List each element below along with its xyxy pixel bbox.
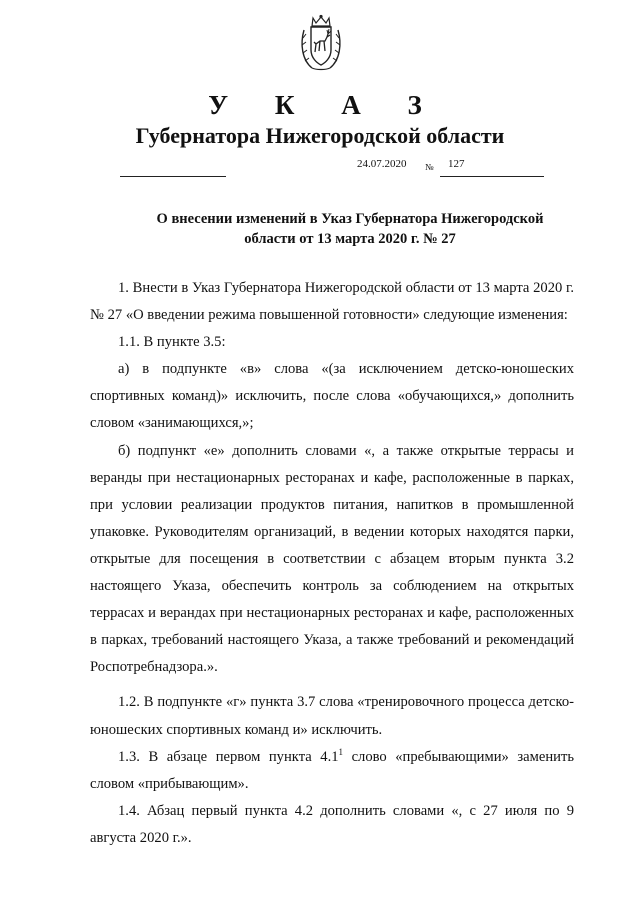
paragraph-1-3-start: 1.3. В абзаце первом пункта 4.1	[118, 748, 339, 765]
footnote-superscript: 1	[338, 746, 344, 757]
signature-blank-line	[120, 176, 226, 177]
paragraph-a: а) в подпункте «в» слова «(за исключением детско-юношеских спортивных команд)» исключить, после слова «обучающихся,» дополнить словом «занимающихся,»;	[90, 361, 574, 432]
subject-line-2: области от 13 марта 2020 г. № 27	[244, 231, 456, 247]
subject-line-1: О внесении изменений в Указ Губернатора Нижегородской	[156, 211, 544, 227]
document-number: 127	[448, 158, 465, 170]
document-issuer: Губернатора Нижегородской области	[135, 123, 505, 148]
document-type-title: У К А З	[208, 90, 442, 120]
number-underline	[440, 176, 544, 177]
paragraph-1-4: 1.4. Абзац первый пункта 4.2 дополнить словами «, с 27 июля по 9 августа 2020 г.».	[90, 802, 574, 846]
coat-of-arms-emblem	[298, 14, 344, 72]
paragraph-1: 1. Внести в Указ Губернатора Нижегородской области от 13 марта 2020 г. № 27 «О введении режима повышенной готовности» следующие изменения:	[90, 280, 574, 324]
number-label: №	[425, 162, 434, 172]
paragraph-1-1: 1.1. В пункте 3.5:	[118, 334, 226, 351]
document-body	[90, 275, 574, 852]
paragraph-1-2: 1.2. В подпункте «г» пункта 3.7 слова «тренировочного процесса детско-юношеских спортивных команд и» исключить.	[90, 694, 574, 738]
document-subject	[100, 209, 600, 249]
paragraph-1-3-end: слово «пребывающими» заменить словом «прибывающим».	[90, 748, 574, 792]
document-date: 24.07.2020	[357, 158, 407, 170]
paragraph-b: б) подпункт «е» дополнить словами «, а также открытые террасы и веранды при нестационарных ресторанах и кафе, расположенные в парках, при условии реализации продуктов питания, напитков в промышленной упаковке. Руководителям организаций, в ведении которых находятся парки, открытые для посещения в соответствии с абзацем вторым пункта 3.2 настоящего Указа, обеспечить контроль за соблюдением на открытых террасах и верандах при нестационарных ресторанах и кафе, расположенных в парках, требований настоящего Указа, а также требований и рекомендаций Роспотребнадзора.».	[90, 442, 574, 676]
paragraph-1-3	[90, 744, 574, 798]
